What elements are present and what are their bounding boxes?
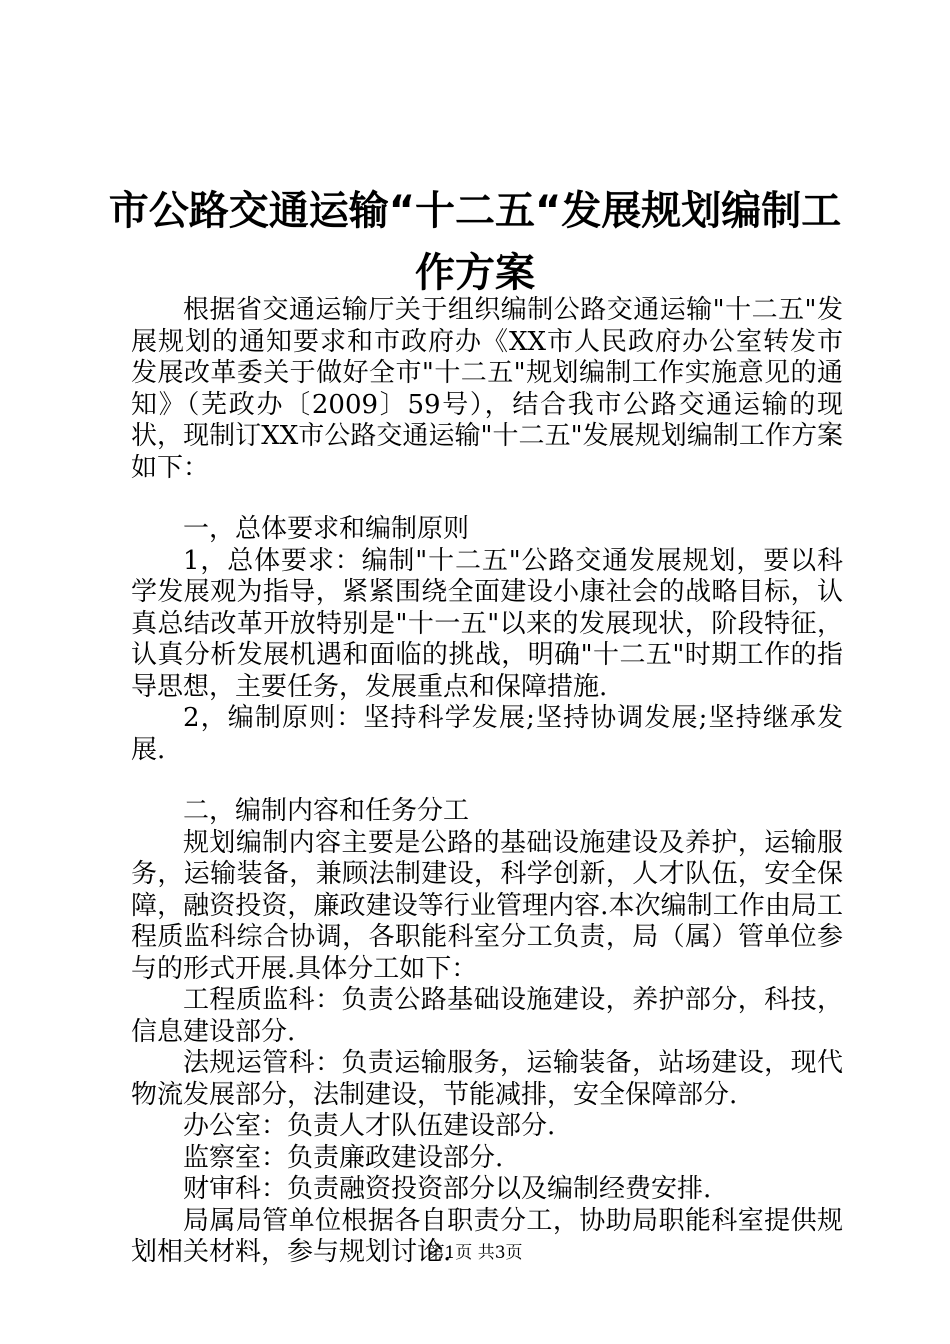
paragraph-intro: 根据省交通运输厅关于组织编制公路交通运输"十二五"发展规划的通知要求和市政府办《XX市人民政府办公室转发市发展改革委关于做好全市"十二五"规划编制工作实施意见的通知》（芜政办〔2009〕59号），结合我市公路交通运输的现状，现制订XX市公路交通运输"十二五"发展规划编制工作方案如下： [131, 295, 843, 483]
document-body [131, 295, 843, 1269]
paragraph-office: 办公室：负责人才队伍建设部分. [183, 1111, 556, 1141]
page-footer: 第1页 共3页 [427, 1243, 523, 1263]
paragraph-engineering-dept: 工程质监科：负责公路基础设施建设，养护部分，科技，信息建设部分. [131, 985, 843, 1047]
page-title: 市公路交通运输“十二五“发展规划编制工作方案 [108, 188, 842, 296]
paragraph-content: 规划编制内容主要是公路的基础设施建设及养护，运输服务，运输装备，兼顾法制建设，科学创新，人才队伍，安全保障，融资投资，廉政建设等行业管理内容.本次编制工作由局工程质监科综合协调，各职能科室分工负责，局（属）管单位参与的形式开展.具体分工如下： [131, 827, 843, 984]
paragraph-finance: 财审科：负责融资投资部分以及编制经费安排. [183, 1174, 712, 1204]
paragraph-supervision: 监察室：负责廉政建设部分. [183, 1142, 504, 1173]
paragraph-regulation-dept: 法规运管科：负责运输服务，运输装备，站场建设，现代物流发展部分，法制建设，节能减排，安全保障部分. [131, 1048, 843, 1110]
paragraph-general-requirements: 1，总体要求：编制"十二五"公路交通发展规划，要以科学发展观为指导，紧紧围绕全面建设小康社会的战略目标，认真总结改革开放特别是"十一五"以来的发展现状，阶段特征，认真分析发展机遇和面临的挑战，明确"十二五"时期工作的指导思想，主要任务，发展重点和保障措施. [131, 545, 843, 702]
section-heading-2: 二，编制内容和任务分工 [183, 796, 470, 826]
paragraph-principles: 2，编制原则：坚持科学发展;坚持协调发展;坚持继承发展. [131, 703, 843, 765]
paragraph-affiliated-units: 局属局管单位根据各自职责分工，协助局职能科室提供规划相关材料，参与规划讨论. [131, 1205, 843, 1267]
section-heading-1: 一，总体要求和编制原则 [183, 514, 470, 544]
